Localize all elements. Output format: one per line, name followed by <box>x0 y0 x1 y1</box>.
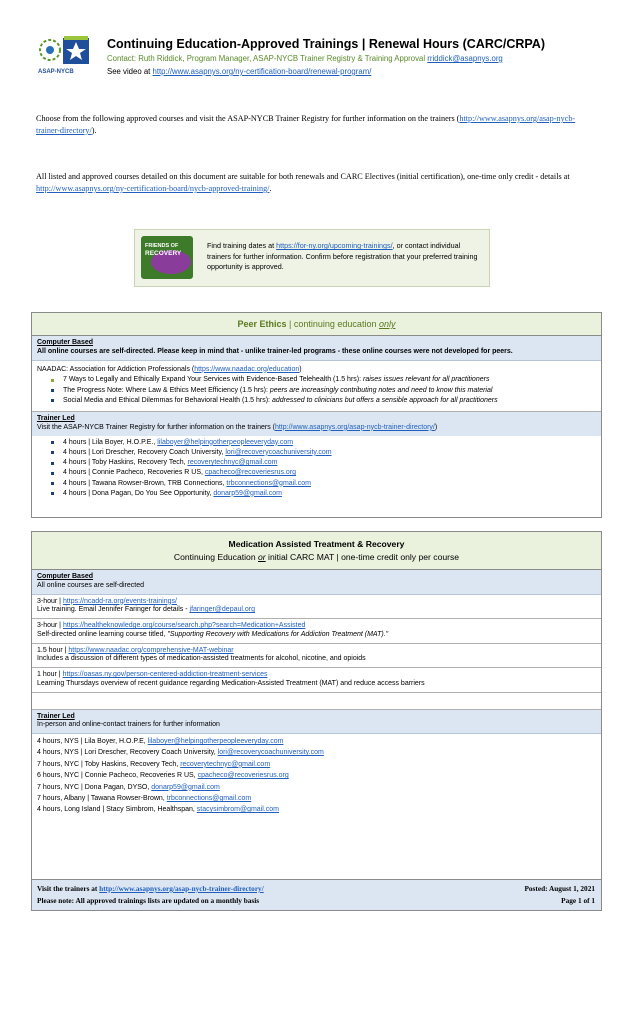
peer-trainer-suffix: ) <box>434 423 438 431</box>
course-title: 7 Ways to Legally and Ethically Expand Your Services with Evidence-Based Telehealth (1.5 hrs): <box>63 376 363 384</box>
trainer-email-link[interactable]: trbconnections@gmail.com <box>226 479 311 487</box>
list-item <box>51 490 596 499</box>
course-hours: 1.5 hour | <box>37 646 69 654</box>
footer-visit <box>37 884 264 893</box>
mat-computer-title: Computer Based <box>37 573 94 580</box>
callout-body: , or contact individual trainers for further information. Confirm before registration that your preferred training opportunity is approved. <box>207 241 478 271</box>
callout-text <box>207 241 482 273</box>
mat-subtitle-or: or <box>258 552 266 562</box>
mat-title: Medication Assisted Treatment & Recovery <box>228 539 405 549</box>
list-item <box>51 449 596 458</box>
posted-date: Posted: August 1, 2021 <box>524 884 595 893</box>
trainer-email-link[interactable]: cpacheco@recoveriesrus.org <box>197 772 289 780</box>
peer-ethics-subtitle: | continuing education <box>286 319 379 329</box>
trainer-email-link[interactable]: recoverytechnyc@gmail.com <box>187 459 278 466</box>
mat-heading <box>32 532 601 570</box>
trainer-text: 4 hours, NYS | Lila Boyer, H.O.P.E, <box>37 738 148 745</box>
list-item <box>51 459 596 468</box>
naadac-text: NAADAC: Association for Addiction Professionals ( <box>37 365 195 373</box>
list-item <box>51 480 596 489</box>
trainer-text: 4 hours | Tawana Rowser-Brown, TRB Connections, <box>63 479 227 487</box>
trainer-text: 7 hours, Albany | Tawana Rowser-Brown, <box>37 795 167 803</box>
list-item <box>37 747 596 758</box>
course-email-link[interactable]: jfaringer@depaul.org <box>189 606 255 614</box>
peer-trainer-text: Visit the ASAP-NYCB Trainer Registry for further information on the trainers ( <box>37 423 275 431</box>
mat-computer-band <box>32 570 601 595</box>
mat-subtitle-post: initial CARC MAT | one-time credit only per course <box>265 552 460 562</box>
course-link[interactable]: https://www.naadac.org/comprehensive-MAT-webinar <box>68 646 234 654</box>
intro-1-text: Choose from the following approved courses and visit the ASAP-NYCB Trainer Registry for further information on the trainers ( <box>36 114 460 123</box>
list-item <box>37 804 596 815</box>
peer-computer-title: Computer Based <box>37 339 94 346</box>
intro-paragraph-2 <box>36 171 592 195</box>
page-footer <box>32 879 601 910</box>
list-item <box>37 736 596 747</box>
peer-ethics-section <box>31 312 602 518</box>
contact-text: Contact: Ruth Riddick, Program Manager, ASAP-NYCB Trainer Registry & Training Approval <box>107 54 428 63</box>
trainer-email-link[interactable]: donarp59@gmail.com <box>213 489 282 497</box>
peer-computer-band <box>32 336 601 361</box>
fr-logo-line1: FRIENDS OF <box>145 243 179 249</box>
peer-trainer-list-wrap <box>32 436 601 499</box>
peer-trainer-list <box>37 439 596 499</box>
course-hours: 3-hour | <box>37 622 63 629</box>
page-number: Page 1 of 1 <box>561 896 595 905</box>
trainer-email-link[interactable]: recoverytechnyc@gmail.com <box>180 760 271 768</box>
callout-prefix: Find training dates at <box>207 241 277 250</box>
trainer-text: 4 hours | Toby Haskins, Recovery Tech, <box>63 459 188 466</box>
mat-trainer-subtitle: In-person and online-contact trainers for further information <box>37 721 220 729</box>
spacer-row <box>32 693 601 710</box>
mat-section <box>31 531 602 911</box>
trainer-email-link[interactable]: lori@recoverycoachuniversity.com <box>225 448 332 456</box>
course-desc <box>37 606 596 615</box>
list-item <box>51 376 596 385</box>
mat-subtitle-pre: Continuing Education <box>173 552 258 562</box>
peer-trainer-subtitle <box>37 424 596 433</box>
list-item <box>37 759 596 770</box>
course-desc-title: "Supporting Recovery with Medications for Addiction Treatment (MAT)." <box>167 630 389 638</box>
mat-trainer-list <box>32 734 601 818</box>
peer-trainer-title: Trainer Led <box>37 415 75 422</box>
trainer-directory-link[interactable]: http://www.asapnys.org/asap-nycb-trainer-directory/ <box>36 114 576 135</box>
course-title: The Progress Note: Where Law & Ethics Meet Efficiency (1.5 hrs): <box>63 386 270 394</box>
course-desc-text: Self-directed online learning course titled, <box>37 630 168 638</box>
training-dates-callout <box>134 229 490 287</box>
friends-of-recovery-logo <box>141 236 193 279</box>
trainer-email-link[interactable]: cpacheco@recoveriesrus.org <box>204 469 297 477</box>
upcoming-trainings-link[interactable]: https://for-ny.org/upcoming-trainings/ <box>276 241 393 250</box>
trainer-email-link[interactable]: lilaboyer@helpingotherpeopleeveryday.com <box>147 738 284 745</box>
intro-2-suffix: . <box>269 184 272 193</box>
trainer-text: 7 hours, NYC | Dona Pagan, DYSO, <box>37 783 152 791</box>
list-item <box>51 469 596 478</box>
mat-trainer-title: Trainer Led <box>37 712 75 720</box>
trainer-email-link[interactable]: trbconnections@gmail.com <box>166 795 252 803</box>
list-item <box>37 782 596 793</box>
course-hours: 1 hour | <box>37 671 63 678</box>
naadac-suffix: ) <box>299 365 302 373</box>
intro-paragraph-1 <box>36 113 592 137</box>
naadac-link[interactable]: https://www.naadac.org/education <box>194 365 300 373</box>
trainer-text: 4 hours | Connie Pacheco, Recoveries R US, <box>63 469 205 477</box>
list-item <box>51 387 596 396</box>
peer-ethics-heading <box>32 313 601 336</box>
intro-1-suffix: ). <box>91 126 97 135</box>
course-title: Social Media and Ethical Dilemmas for Behavioral Health (1.5 hrs): <box>63 396 272 404</box>
course-link[interactable]: https://ncadd-ra.org/events-trainings/ <box>62 597 177 605</box>
footer-note: Please note: All approved trainings lists are updated on a monthly basis <box>37 896 260 905</box>
list-item <box>37 793 596 804</box>
trainer-text: 4 hours | Lila Boyer, H.O.P.E., <box>63 438 158 446</box>
naadac-row <box>32 361 601 413</box>
trainer-text: 4 hours | Dona Pagan, Do You See Opportunity, <box>63 489 214 497</box>
peer-trainer-band <box>32 412 601 436</box>
trainer-email-link[interactable]: lori@recoverycoachuniversity.com <box>217 749 324 757</box>
trainer-email-link[interactable]: donarp59@gmail.com <box>151 783 220 791</box>
course-note: addressed to clinicians but offers a sensible approach for all practitioners <box>271 396 498 404</box>
course-desc <box>37 631 596 640</box>
course-desc: Learning Thursdays overview of recent guidance regarding Medication-Assisted Treatment (MAT) and reduce access barriers <box>37 679 425 687</box>
trainer-email-link[interactable]: lilaboyer@helpingotherpeopleeveryday.com <box>157 438 294 446</box>
list-item <box>51 397 596 406</box>
naadac-course-list <box>37 376 596 405</box>
approved-training-link[interactable]: http://www.asapnys.org/ny-certification-board/nycb-approved-training/ <box>36 184 270 193</box>
contact-email-link[interactable]: rriddick@asapnys.org <box>427 54 503 63</box>
contact-line <box>107 54 503 64</box>
intro-2-text: All listed and approved courses detailed on this document are suitable for both renewals and CARC Electives (initial certification), one-time only credit - details at <box>36 172 570 181</box>
footer-visit-text: Visit the trainers at <box>37 884 100 893</box>
course-hours: 3-hour | <box>37 597 63 605</box>
course-desc: Includes a discussion of different types of medication-assisted treatments for alcohol, nicotine, and opioids <box>37 655 366 663</box>
course-note: peers are increasingly contributing notes and need to know this material <box>269 386 493 394</box>
mat-trainer-band <box>32 710 601 735</box>
trainer-text: 6 hours, NYC | Connie Pacheco, Recoveries R US, <box>37 772 198 780</box>
mat-course-row <box>32 619 601 644</box>
peer-ethics-title: Peer Ethics <box>237 319 287 329</box>
page-title: Continuing Education-Approved Trainings | Renewal Hours (CARC/CRPA) <box>107 37 545 51</box>
video-text: See video at <box>107 67 153 76</box>
course-desc-text: Live training. Email Jennifer Faringer for details - <box>37 606 190 614</box>
course-link[interactable]: https://healtheknowledge.org/course/search.php?search=Medication+Assisted <box>62 622 306 629</box>
mat-course-row <box>32 644 601 669</box>
trainer-text: 4 hours | Lori Drescher, Recovery Coach University, <box>63 448 226 456</box>
peer-ethics-only: only <box>378 319 396 329</box>
peer-computer-subtitle: All online courses are self-directed. Please keep in mind that - unlike trainer-led programs - these online courses were not developed for peers. <box>37 347 513 355</box>
peer-trainer-directory-link[interactable]: http://www.asapnys.org/asap-nycb-trainer-directory/ <box>274 423 435 431</box>
mat-computer-subtitle: All online courses are self-directed <box>37 581 144 589</box>
trainer-email-link[interactable]: stacysimbrom@gmail.com <box>196 806 279 814</box>
mat-course-row <box>32 595 601 620</box>
asap-nycb-logo <box>36 34 98 76</box>
footer-directory-link[interactable]: http://www.asapnys.org/asap-nycb-trainer-directory/ <box>99 884 264 893</box>
mat-course-row <box>32 668 601 693</box>
list-item <box>37 770 596 781</box>
course-note: raises issues relevant for all practitioners <box>363 376 490 384</box>
course-link[interactable]: https://oasas.ny.gov/person-centered-addiction-treatment-services <box>62 671 268 678</box>
video-line <box>107 67 371 77</box>
trainer-text: 4 hours, Long Island | Stacy Simbrom, Healthspan, <box>37 806 197 814</box>
trainer-text: 7 hours, NYC | Toby Haskins, Recovery Tech, <box>37 760 181 768</box>
list-item <box>51 439 596 448</box>
fr-logo-line2: RECOVERY <box>145 250 182 257</box>
trainer-text: 4 hours, NYS | Lori Drescher, Recovery Coach University, <box>37 749 218 757</box>
mat-subtitle <box>174 552 459 562</box>
logo-text: ASAP-NYCB <box>38 69 74 75</box>
video-link[interactable]: http://www.asapnys.org/ny-certification-board/renewal-program/ <box>152 67 372 76</box>
